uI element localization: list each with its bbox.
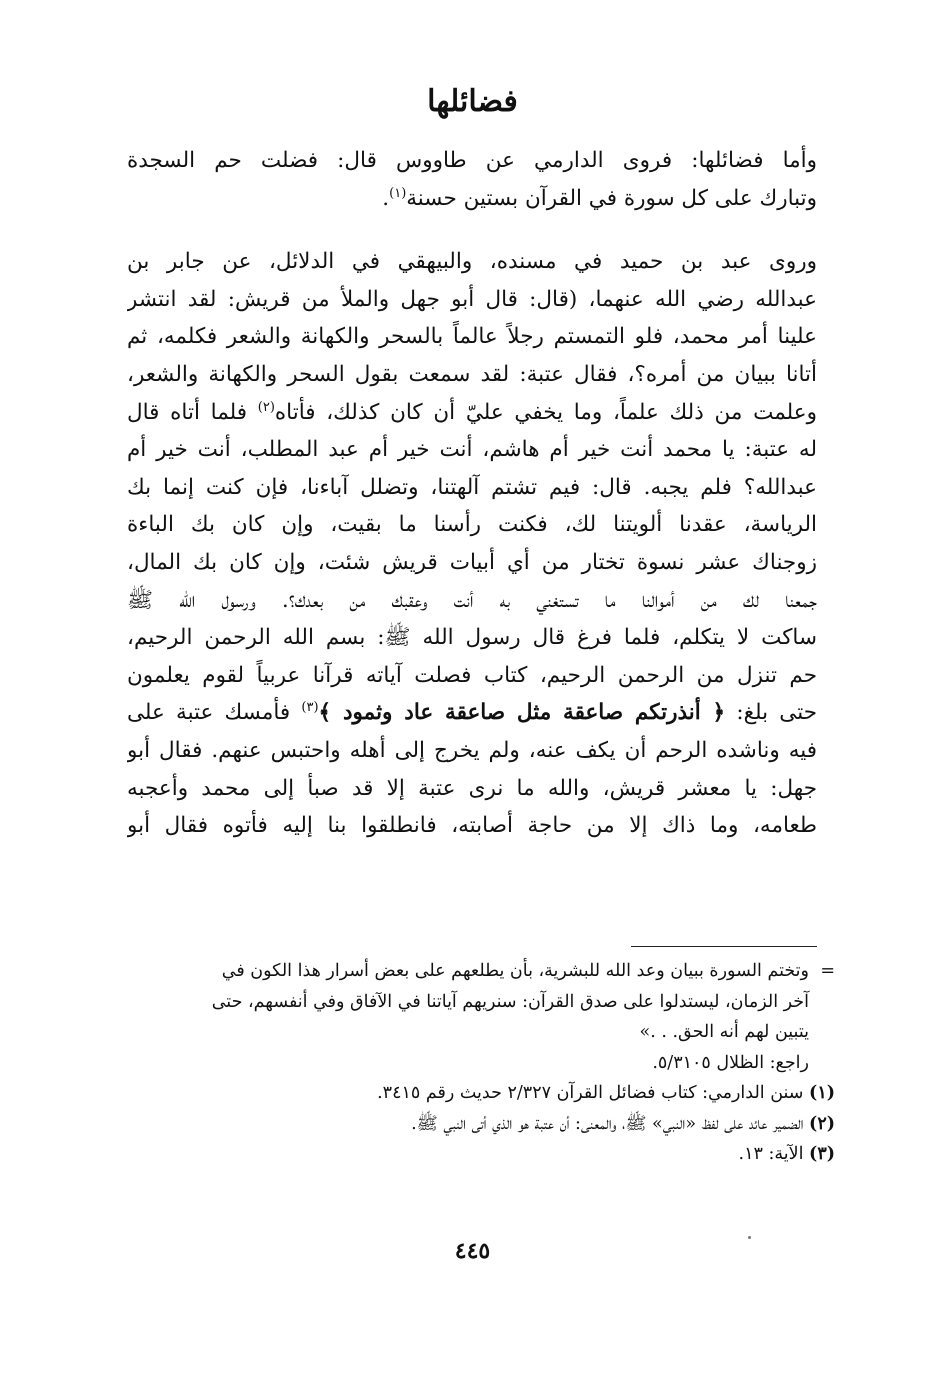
footnote-text: وتختم السورة ببيان وعد الله للبشرية، بأن يطلعهم على بعض أسرار هذا الكون في bbox=[221, 961, 809, 981]
text-line bbox=[127, 243, 817, 281]
line-text: وأما فضائلها: فروى الدارمي عن طاووس قال: فضلت حم السجدة bbox=[127, 148, 817, 173]
section-heading: فضائلها bbox=[427, 84, 518, 119]
quran-quote: ﴿ أنذرتكم صاعقة مثل صاعقة عاد وثمود ﴾ bbox=[318, 700, 726, 726]
page-number: ٤٤٥ bbox=[454, 1238, 491, 1264]
text-line bbox=[127, 657, 817, 695]
line-text: عبدالله رضي الله عنهما، (قال: قال أبو جهل والملأ من قريش: لقد انتشر bbox=[127, 286, 817, 312]
line-text: حتى بلغ: bbox=[725, 700, 817, 726]
text-line bbox=[127, 142, 817, 180]
footnote-ref: (١) bbox=[389, 185, 407, 201]
line-text: له عتبة: يا محمد أنت خير أم هاشم، أنت خير أم عبد المطلب، أنت خير أم bbox=[127, 437, 817, 463]
text-line bbox=[127, 356, 817, 394]
line-text-continued: فأمسك عتبة على bbox=[127, 700, 302, 726]
line-text-continued: فلما أتاه قال bbox=[127, 399, 258, 425]
text-line bbox=[127, 694, 817, 732]
line-text: ساكت لا يتكلم، فلما فرغ قال رسول الله ﷺ: بسم الله الرحمن الرحيم، bbox=[127, 625, 817, 651]
footnote-separator bbox=[631, 946, 817, 947]
line-text: وعلمت من ذلك علماً، وما يخفي عليّ أن كان كذلك، فأتاه bbox=[274, 399, 817, 425]
line-text: الرياسة، عقدنا ألويتنا لك، فكنت رأسنا ما بقيت، وإن كان بك الباءة bbox=[127, 512, 817, 538]
footnote-ref: (٢) bbox=[257, 399, 275, 415]
text-line bbox=[127, 544, 817, 582]
text-line bbox=[127, 807, 817, 845]
text-line bbox=[127, 394, 817, 432]
footnote-line bbox=[127, 987, 835, 1018]
footnote-line bbox=[127, 1048, 835, 1079]
text-line bbox=[127, 180, 817, 218]
line-text: جمعنا لك من أموالنا ما تستغني به أنت وعقبك من بعدك؟. ورسول الله ﷺ bbox=[127, 587, 817, 613]
line-text: جهل: يا معشر قريش، والله ما نرى عتبة إلا قد صبأ إلى محمد وأعجبه bbox=[127, 775, 817, 801]
paragraph-gap bbox=[127, 217, 817, 243]
continuation-mark: = bbox=[820, 961, 835, 981]
text-line bbox=[127, 506, 817, 544]
text-line bbox=[127, 582, 817, 620]
text-line bbox=[127, 431, 817, 469]
footnote-text: الآية: ١٣. bbox=[738, 1144, 810, 1164]
text-line bbox=[127, 318, 817, 356]
text-line bbox=[127, 469, 817, 507]
footnote-line bbox=[127, 1078, 835, 1109]
line-text: طعامه، وما ذاك إلا من حاجة أصابته، فانطلقوا بنا إليه فأتوه فقال أبو bbox=[127, 813, 817, 839]
footnote-text: سنن الدارمي: كتاب فضائل القرآن ٢/٣٢٧ حديث رقم ٣٤١٥. bbox=[377, 1083, 810, 1103]
line-text: وروى عبد بن حميد في مسنده، والبيهقي في الدلائل، عن جابر بن bbox=[127, 249, 817, 275]
footnote-line bbox=[127, 1139, 835, 1170]
main-text bbox=[127, 142, 817, 845]
footnote-line bbox=[127, 1109, 835, 1140]
line-text-continued: . bbox=[382, 185, 390, 211]
footnote-number: (٢) bbox=[809, 1113, 835, 1134]
line-text: وتبارك على كل سورة في القرآن بستين حسنة bbox=[406, 185, 817, 211]
text-line bbox=[127, 281, 817, 319]
line-text: فيه وناشده الرحم أن يكف عنه، ولم يخرج إلى أهله واحتبس عنهم. فقال أبو bbox=[127, 737, 817, 763]
text-line bbox=[127, 732, 817, 770]
line-text: علينا أمر محمد، فلو التمستم رجلاً عالماً بالسحر والكهانة والشعر فكلمه، ثم bbox=[127, 324, 817, 350]
footnote-text: يتبين لهم أنه الحق. . .» bbox=[639, 1022, 809, 1042]
footnotes bbox=[127, 956, 835, 1170]
line-text: حم تنزل من الرحمن الرحيم، كتاب فصلت آياته قرآنا عربياً لقوم يعلمون bbox=[127, 662, 817, 688]
footnote-text: الضمير عائد على لفظ «النبي» ﷺ، والمعنى: أن عتبة هو الذي أتى النبي ﷺ. bbox=[411, 1113, 810, 1134]
text-line bbox=[127, 619, 817, 657]
footnote-ref: (٣) bbox=[301, 700, 319, 716]
footnote-text: آخر الزمان، ليستدلوا على صدق القرآن: سنريهم آياتنا في الآفاق وفي أنفسهم، حتى bbox=[211, 991, 809, 1012]
footnote-text: راجع: الظلال ٥/٣١٠٥. bbox=[652, 1052, 809, 1073]
footnote-line bbox=[127, 956, 835, 987]
text-line bbox=[127, 770, 817, 808]
footnote-number: (٣) bbox=[809, 1144, 835, 1164]
footnote-line bbox=[127, 1017, 835, 1048]
line-text: عبدالله؟ فلم يجبه. قال: فيم تشتم آلهتنا، وتضلل آباءنا، فإن كنت إنما بك bbox=[127, 474, 817, 500]
line-text: زوجناك عشر نسوة تختار من أي أبيات قريش شئت، وإن كان بك المال، bbox=[127, 549, 817, 575]
footnote-number: (١) bbox=[809, 1083, 835, 1103]
line-text: أتانا ببيان من أمره؟، فقال عتبة: لقد سمعت بقول السحر والكهانة والشعر، bbox=[127, 361, 817, 387]
